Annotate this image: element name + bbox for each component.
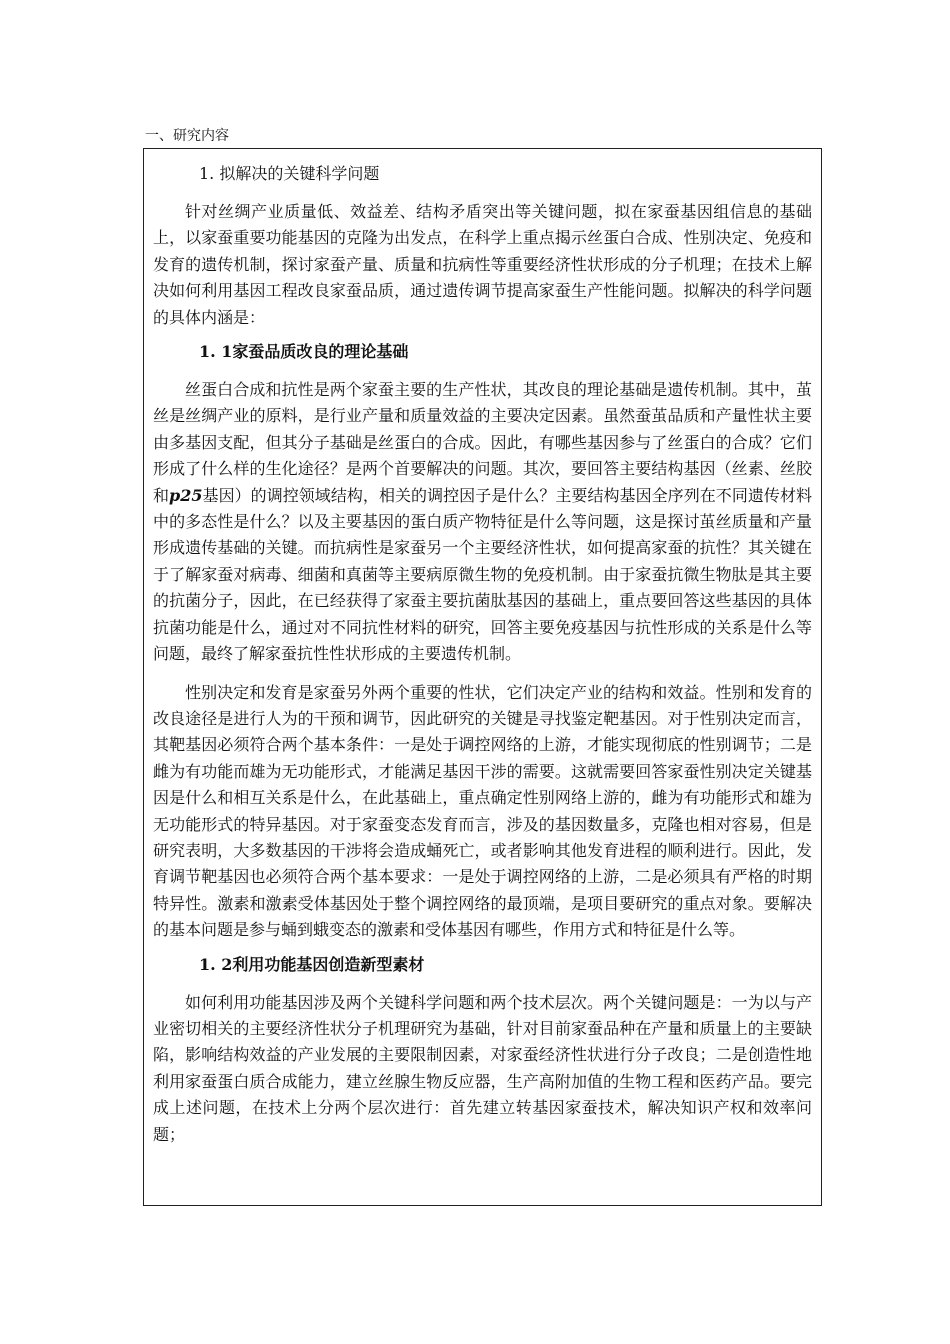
- content-body: [153, 163, 812, 1160]
- paragraph-silk-protein-text-a: 丝蛋白合成和抗性是两个家蚕主要的生产性状，其改良的理论基础是遗传机制。其中，茧丝是丝绸产业的原料，是行业产量和质量效益的主要决定因素。虽然蚕茧品质和产量性状主要由多基因支配，但其分子基础是丝蛋白的合成。因此，有哪些基因参与了丝蛋白的合成？它们形成了什么样的生化途径？是两个首要解决的问题。其次，要回答主要结构基因（丝素、丝胶和: [153, 380, 812, 505]
- section-label: 一、研究内容: [145, 128, 229, 144]
- content-frame: [143, 148, 822, 1206]
- heading-theoretical-basis: 1. 1家蚕品质改良的理论基础: [199, 342, 409, 362]
- paragraph-sex-development: 性别决定和发育是家蚕另外两个重要的性状，它们决定产业的结构和效益。性别和发育的改良途径是进行人为的干预和调节，因此研究的关键是寻找鉴定靶基因。对于性别决定而言，其靶基因必须符合两个基本条件：一是处于调控网络的上游，才能实现彻底的性别调节；二是雌为有功能而雄为无功能形式，才能满足基因干涉的需要。这就需要回答家蚕性别决定关键基因是什么和相互关系是什么，在此基础上，重点确定性别网络上游的，雌为有功能形式和雄为无功能形式的特异基因。对于家蚕变态发育而言，涉及的基因数量多，克隆也相对容易，但是研究表明，大多数基因的干涉将会造成蛹死亡，或者影响其他发育进程的顺利进行。因此，发育调节靶基因也必须符合两个基本要求：一是处于调控网络的上游，二是必须具有严格的时期特异性。激素和激素受体基因处于整个调控网络的最顶端，是项目要研究的重点对象。要解决的基本问题是参与蛹到蛾变态的激素和受体基因有哪些，作用方式和特征是什么等。: [153, 682, 812, 940]
- paragraph-functional-genes: 如何利用功能基因涉及两个关键科学问题和两个技术层次。两个关键问题是：一为以与产业密切相关的主要经济性状分子机理研究为基础，针对目前家蚕品种在产量和质量上的主要缺陷，影响结构效益的产业发展的主要限制因素，对家蚕经济性状进行分子改良；二是创造性地利用家蚕蛋白质合成能力，建立丝腺生物反应器，生产高附加值的生物工程和医药产品。要完成上述问题，在技术上分两个层次进行：首先建立转基因家蚕技术，解决知识产权和效率问题；: [153, 992, 812, 1144]
- paragraph-silk-protein-text-b: 基因）的调控领域结构，相关的调控因子是什么？主要结构基因全序列在不同遗传材料中的多态性是什么？以及主要基因的蛋白质产物特征是什么等问题，这是探讨茧丝质量和产量形成遗传基础的关键。而抗病性是家蚕另一个主要经济性状，如何提高家蚕的抗性？其关键在于了解家蚕对病毒、细菌和真菌等主要病原微生物的免疫机制。由于家蚕抗微生物肽是其主要的抗菌分子，因此，在已经获得了家蚕主要抗菌肽基因的基础上，重点要回答这些基因的具体抗菌功能是什么，通过对不同抗性材料的研究，回答主要免疫基因与抗性形成的关系是什么等问题，最终了解家蚕抗性性状形成的主要遗传机制。: [153, 485, 812, 664]
- paragraph-overview: 针对丝绸产业质量低、效益差、结构矛盾突出等关键问题，拟在家蚕基因组信息的基础上，以家蚕重要功能基因的克隆为出发点，在科学上重点揭示丝蛋白合成、性别决定、免疫和发育的遗传机制，探讨家蚕产量、质量和抗病性等重要经济性状形成的分子机理；在技术上解决如何利用基因工程改良家蚕品质，通过遗传调节提高家蚕生产性能问题。拟解决的科学问题的具体内涵是：: [153, 202, 812, 327]
- heading-functional-genes: 1. 2利用功能基因创造新型素材: [199, 954, 425, 974]
- paragraph-silk-protein-resistance: [153, 377, 812, 667]
- heading-key-scientific-issues: 1. 拟解决的关键科学问题: [199, 164, 380, 183]
- gene-name-p25: p25: [169, 485, 203, 505]
